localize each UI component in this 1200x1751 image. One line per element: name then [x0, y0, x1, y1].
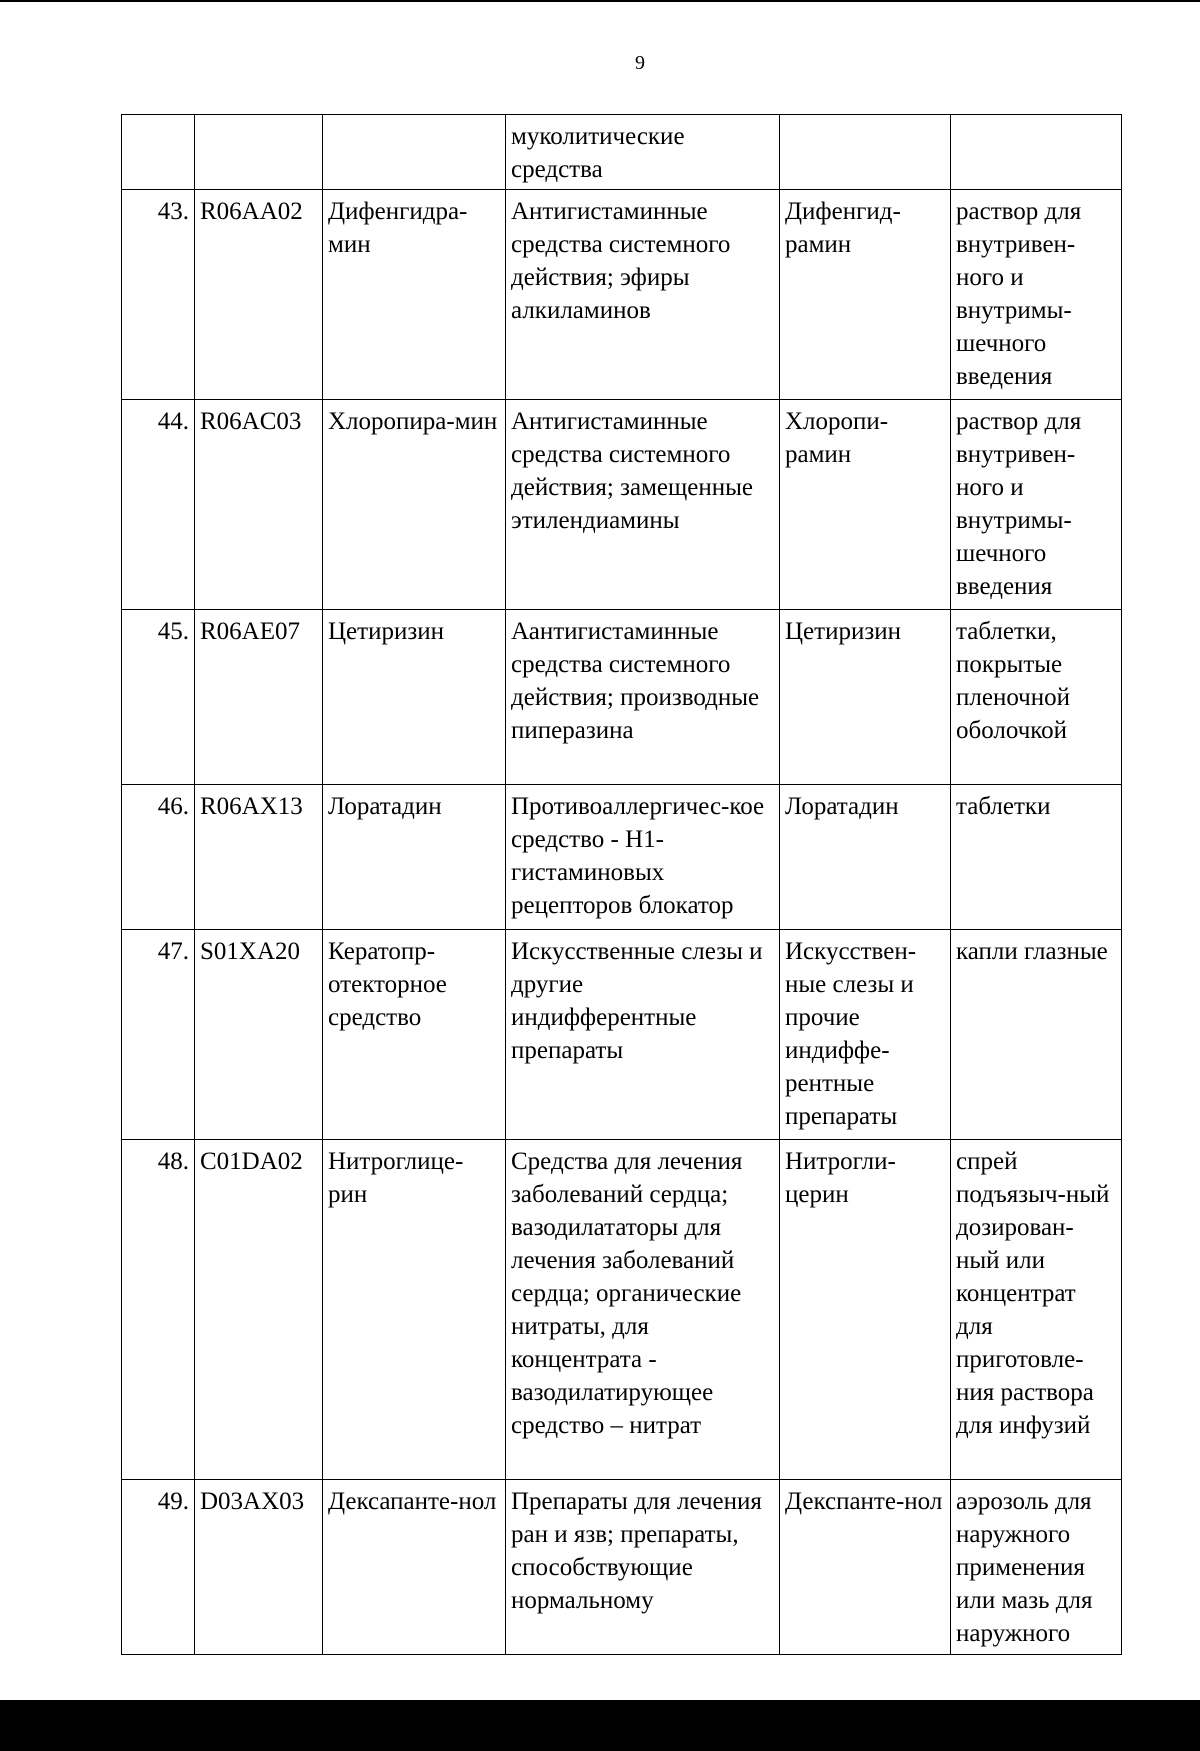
row-number: 45. — [122, 610, 195, 785]
drug-name: Дифенгидра-мин — [323, 190, 506, 400]
pharm-group: муколитические средства — [506, 115, 780, 190]
row-number: 46. — [122, 785, 195, 930]
drug-name: Цетиризин — [323, 610, 506, 785]
drug-name: Лоратадин — [323, 785, 506, 930]
trade-name: Нитрогли-церин — [780, 1140, 951, 1480]
drug-name: Кератопр-отекторное средство — [323, 930, 506, 1140]
atc-code: C01DA02 — [195, 1140, 323, 1480]
scan-bottom-bar — [0, 1700, 1200, 1751]
table-row — [122, 190, 1122, 400]
pharm-group: Антигистаминные средства системного действия; эфиры алкиламинов — [506, 190, 780, 400]
pharm-group: Искусственные слезы и другие индифферентные препараты — [506, 930, 780, 1140]
trade-name: Искусствен-ные слезы и прочие индиффе-рентные препараты — [780, 930, 951, 1140]
page-top-border — [0, 0, 1200, 2]
drug-table — [121, 114, 1122, 1655]
trade-name: Дифенгид-рамин — [780, 190, 951, 400]
dosage-form: раствор для внутривен-ного и внутримы-шечного введения — [951, 400, 1122, 610]
pharm-group: Препараты для лечения ран и язв; препараты, способствующие нормальному — [506, 1480, 780, 1655]
pharm-group: Средства для лечения заболеваний сердца; вазодилататоры для лечения заболеваний сердца; органические нитраты, для концентрата - вазодилатирующее средство – нитрат — [506, 1140, 780, 1480]
table-row — [122, 610, 1122, 785]
drug-name: Дексапанте-нол — [323, 1480, 506, 1655]
pharm-group: Противоаллергичес-кое средство - Н1-гистаминовых рецепторов блокатор — [506, 785, 780, 930]
atc-code: D03AX03 — [195, 1480, 323, 1655]
table-row — [122, 930, 1122, 1140]
trade-name: Лоратадин — [780, 785, 951, 930]
atc-code: R06AA02 — [195, 190, 323, 400]
atc-code — [195, 115, 323, 190]
row-number: 43. — [122, 190, 195, 400]
dosage-form: спрей подъязыч-ный дозирован-ный или концентрат для приготовле-ния раствора для инфузий — [951, 1140, 1122, 1480]
trade-name: Хлоропи-рамин — [780, 400, 951, 610]
table-row — [122, 785, 1122, 930]
row-number: 47. — [122, 930, 195, 1140]
atc-code: R06AE07 — [195, 610, 323, 785]
atc-code: R06AC03 — [195, 400, 323, 610]
pharm-group: Антигистаминные средства системного действия; замещенные этилендиамины — [506, 400, 780, 610]
dosage-form: раствор для внутривен-ного и внутримы-шечного введения — [951, 190, 1122, 400]
pharm-group: Аантигистаминные средства системного действия; производные пиперазина — [506, 610, 780, 785]
row-number: 44. — [122, 400, 195, 610]
dosage-form: таблетки, покрытые пленочной оболочкой — [951, 610, 1122, 785]
dosage-form: капли глазные — [951, 930, 1122, 1140]
dosage-form: аэрозоль для наружного применения или мазь для наружного — [951, 1480, 1122, 1655]
drug-name: Нитроглице-рин — [323, 1140, 506, 1480]
drug-name: Хлоропира-мин — [323, 400, 506, 610]
trade-name — [780, 115, 951, 190]
trade-name: Цетиризин — [780, 610, 951, 785]
table-row — [122, 400, 1122, 610]
atc-code: S01XA20 — [195, 930, 323, 1140]
drug-name — [323, 115, 506, 190]
table-row — [122, 115, 1122, 190]
dosage-form: таблетки — [951, 785, 1122, 930]
row-number: 49. — [122, 1480, 195, 1655]
dosage-form — [951, 115, 1122, 190]
table-row — [122, 1140, 1122, 1480]
row-number — [122, 115, 195, 190]
row-number: 48. — [122, 1140, 195, 1480]
table-row — [122, 1480, 1122, 1655]
page-number: 9 — [635, 52, 645, 74]
atc-code: R06AX13 — [195, 785, 323, 930]
trade-name: Декспанте-нол — [780, 1480, 951, 1655]
